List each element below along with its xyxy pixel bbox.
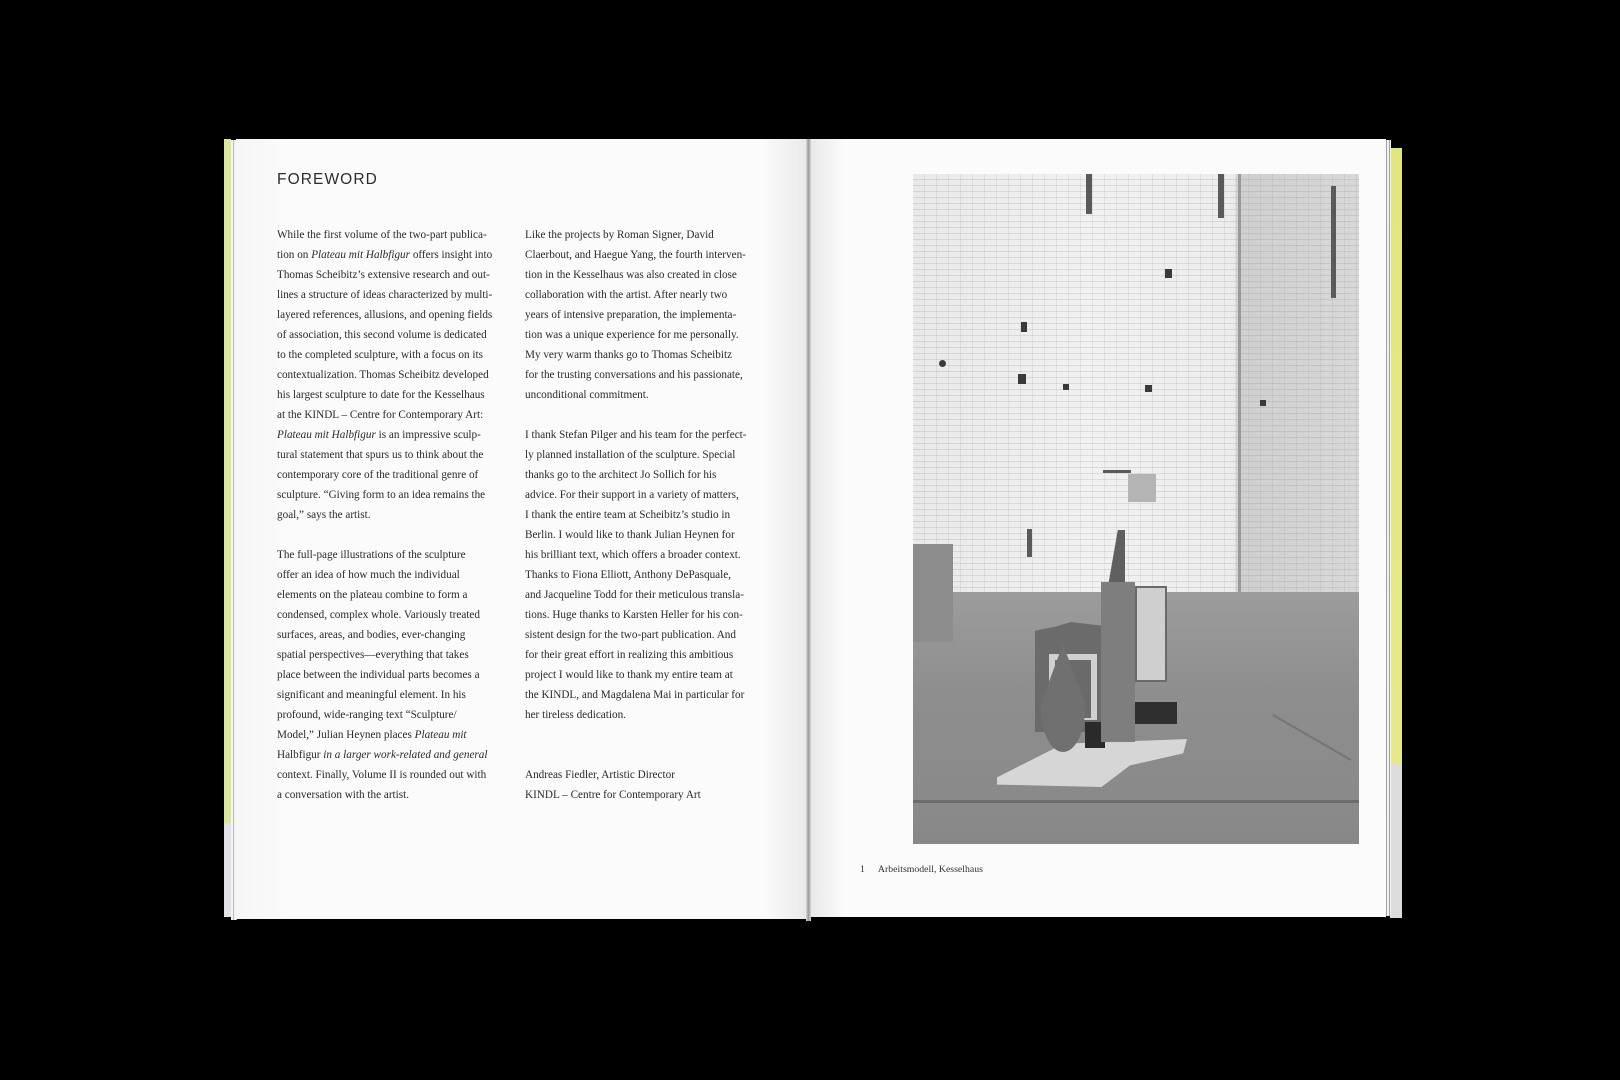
text-line: elements on the plateau combine to form a (277, 589, 468, 601)
text-line: sculpture. “Giving form to an idea remains the (277, 489, 486, 501)
sculpture-photo (913, 174, 1359, 844)
text-line: tural statement that spurs us to think about the (277, 449, 484, 461)
paragraph (525, 425, 775, 725)
text-line: offer an idea of how much the individual (277, 569, 460, 581)
figure-number: 1 (860, 864, 865, 875)
text-line: Model,” Julian Heynen places Plateau mit (277, 729, 467, 741)
text-line: The full-page illustrations of the sculpture (277, 549, 466, 561)
text-line: tion in the Kesselhaus was also created in close (525, 269, 737, 281)
text-line: surfaces, areas, and bodies, ever-changing (277, 629, 466, 641)
wall-stain (939, 360, 946, 367)
signature (525, 765, 701, 805)
page-title: FOREWORD (277, 171, 378, 188)
wall-stain (1021, 322, 1027, 332)
text-line: ly planned installation of the sculpture. Special (525, 449, 736, 461)
cover-right-edge (1390, 148, 1402, 918)
text-line: Berlin. I would like to thank Julian Heynen for (525, 529, 735, 541)
text-line: profound, wide-ranging text “Sculpture/ (277, 709, 457, 721)
text-line: collaboration with the artist. After nearly two (525, 289, 728, 301)
text-line: sistent design for the two-part publication. And (525, 629, 736, 641)
text-line: unconditional commitment. (525, 389, 649, 401)
wall-bracket (1086, 174, 1092, 214)
text-line: for their great effort in realizing this ambitious (525, 649, 734, 661)
text-line: goal,” says the artist. (277, 509, 371, 521)
paragraph (525, 225, 775, 405)
floor-marking (913, 800, 1359, 803)
figure-caption (860, 864, 983, 875)
wall-stain (1260, 400, 1266, 406)
text-line: his brilliant text, which offers a broader context. (525, 549, 741, 561)
text-line: I thank Stefan Pilger and his team for the perfect- (525, 429, 747, 441)
text-line: Thomas Scheibitz’s extensive research and out- (277, 269, 490, 281)
wall-door (913, 544, 953, 642)
figure-caption-text: Arbeitsmodell, Kesselhaus (877, 864, 983, 875)
text-line: her tireless dedication. (525, 709, 626, 721)
text-line: the KINDL, and Magdalena Mai in particular for (525, 689, 745, 701)
text-line: advice. For their support in a variety of matters, (525, 489, 739, 501)
wall-stain (1018, 374, 1026, 384)
text-line: a conversation with the artist. (277, 789, 410, 801)
wall-corner (1238, 174, 1241, 592)
text-line: context. Finally, Volume II is rounded out with (277, 769, 487, 781)
paragraph (277, 225, 527, 525)
wall-patch (1128, 474, 1156, 502)
text-line: lines a structure of ideas characterized by multi- (277, 289, 493, 301)
text-line: place between the individual parts becomes a (277, 669, 480, 681)
wall-bracket (1027, 529, 1032, 557)
wall-bracket (1103, 470, 1131, 473)
text-line: significant and meaningful element. In his (277, 689, 466, 701)
wall-stain (1063, 384, 1069, 390)
text-line: to the completed sculpture, with a focus on its (277, 349, 483, 361)
sculpture-open-box (1135, 586, 1167, 682)
text-line: for the trusting conversations and his passionate, (525, 369, 743, 381)
text-line: Plateau mit Halbfigur is an impressive sculp- (277, 429, 481, 441)
text-line: thanks go to the architect Jo Sollich for his (525, 469, 717, 481)
wall-stain (1145, 385, 1152, 392)
text-line: Thanks to Fiona Elliott, Anthony DePasquale, (525, 569, 732, 581)
text-line: tion on Plateau mit Halbfigur offers insight into (277, 249, 493, 261)
text-line: Like the projects by Roman Signer, David (525, 229, 714, 241)
book-gutter (806, 139, 811, 921)
text-column-1 (277, 225, 527, 825)
wall-stain (1165, 269, 1172, 278)
text-line: condensed, complex whole. Variously treated (277, 609, 480, 621)
text-line: Claerbout, and Haegue Yang, the fourth interven- (525, 249, 746, 261)
brick-wall (913, 174, 1359, 592)
text-line: of association, this second volume is dedicated (277, 329, 487, 341)
text-line: project I would like to thank my entire team at (525, 669, 733, 681)
text-line: Halbfigur in a larger work-related and general (277, 749, 488, 761)
signature-organization: KINDL – Centre for Contemporary Art (525, 789, 701, 801)
text-line: tions. Huge thanks to Karsten Heller for his con- (525, 609, 743, 621)
sculpture-pillar (1101, 582, 1135, 742)
text-line: layered references, allusions, and opening fields (277, 309, 493, 321)
text-line: My very warm thanks go to Thomas Scheibitz (525, 349, 733, 361)
signature-name: Andreas Fiedler, Artistic Director (525, 769, 675, 781)
text-column-2 (525, 225, 775, 745)
text-line: at the KINDL – Centre for Contemporary Art: (277, 409, 484, 421)
wall-bracket (1331, 186, 1336, 298)
text-line: While the first volume of the two-part publica- (277, 229, 487, 241)
cover-left-edge (224, 139, 231, 917)
text-line: and Jacqueline Todd for their meticulous transla- (525, 589, 744, 601)
paragraph (277, 545, 527, 805)
sculpture-dark-block (1135, 702, 1177, 724)
text-line: contemporary core of the traditional genre of (277, 469, 479, 481)
text-line: tion was a unique experience for me personally. (525, 329, 739, 341)
text-line: his largest sculpture to date for the Kesselhaus (277, 389, 485, 401)
text-line: contextualization. Thomas Scheibitz developed (277, 369, 489, 381)
text-line: years of intensive preparation, the implementa- (525, 309, 737, 321)
wall-bracket (1218, 174, 1224, 218)
text-line: spatial perspectives—everything that takes (277, 649, 469, 661)
text-line: I thank the entire team at Scheibitz’s studio in (525, 509, 731, 521)
